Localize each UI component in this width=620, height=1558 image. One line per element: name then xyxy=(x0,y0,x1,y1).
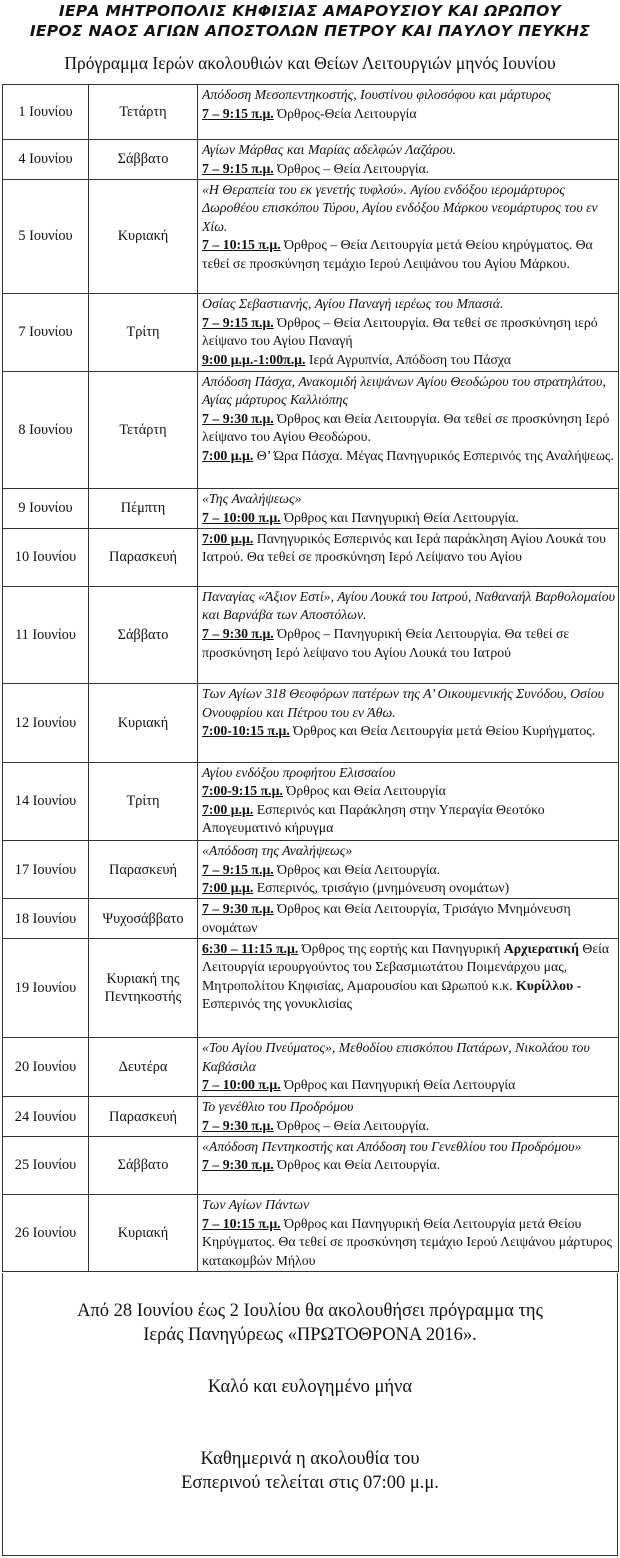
table-row xyxy=(3,294,619,371)
service-text: Θ’ Ώρα Πάσχα. Μέγας Πανηγυρικός Εσπερινός της Αναλήψεως. xyxy=(253,447,614,463)
festival-note-line-2: Ιεράς Πανηγύρεως «ΠΡΩΤΟΘΡΟΝΑ 2016». xyxy=(143,1325,477,1345)
day-cell: Τρίτη xyxy=(89,294,198,371)
date-cell: 19 Ιουνίου xyxy=(3,938,89,1037)
day-cell: Παρασκευή xyxy=(89,1097,198,1136)
service-cell xyxy=(198,294,619,371)
service-line xyxy=(202,351,615,370)
service-emphasis: Κυρίλλου - xyxy=(516,977,582,993)
table-row xyxy=(3,762,619,840)
service-line xyxy=(202,1076,615,1095)
service-time: 7 – 9:15 π.μ. xyxy=(202,105,274,121)
service-cell xyxy=(198,586,619,683)
service-text: Όρθρος – Πανηγυρική Θεία Λειτουργία. Θα τεθεί σε προσκύνηση Ιερό λείψανο του Αγίου Λουκά του Ιατρού xyxy=(202,626,570,660)
table-row xyxy=(3,85,619,140)
service-text: Όρθρος και Πανηγυρική Θεία Λειτουργία xyxy=(280,1077,516,1093)
service-cell xyxy=(198,762,619,840)
day-cell: Κυριακή xyxy=(89,1195,198,1272)
service-cell xyxy=(198,371,619,489)
service-time: 7 – 10:15 π.μ. xyxy=(202,237,281,253)
service-line xyxy=(202,625,615,662)
service-text: Όρθρος και Θεία Λειτουργία xyxy=(282,783,446,799)
service-line xyxy=(202,314,615,351)
service-time: 7 – 9:30 π.μ. xyxy=(202,626,274,641)
service-line xyxy=(202,447,615,466)
date-cell: 8 Ιουνίου xyxy=(3,371,89,489)
service-line xyxy=(202,861,615,880)
date-cell: 20 Ιουνίου xyxy=(3,1038,89,1097)
day-cell: Κυριακή xyxy=(89,684,198,762)
service-cell xyxy=(198,841,619,899)
vespers-note-line-1: Καθημερινά η ακολουθία του xyxy=(200,1449,420,1469)
service-text: Όρθρος και Θεία Λειτουργία. xyxy=(273,861,441,877)
service-time: 7 – 9:30 π.μ. xyxy=(202,410,274,426)
service-text: Όρθρος της εορτής και Πανηγυρική xyxy=(298,940,504,956)
date-cell: 4 Ιουνίου xyxy=(3,140,89,179)
service-text: Όρθρος και Θεία Λειτουργία. xyxy=(273,1157,441,1173)
service-text: Όρθρος – Θεία Λειτουργία. xyxy=(273,1118,430,1134)
festival-note xyxy=(3,1299,617,1347)
page-title: Πρόγραμμα Ιερών ακολουθιών και Θείων Λειτουργιών μηνός Ιουνίου xyxy=(64,53,556,73)
service-cell xyxy=(198,1136,619,1194)
service-time: 6:30 – 11:15 π.μ. xyxy=(202,940,299,956)
footer-box xyxy=(2,1273,618,1556)
feast-name: «Της Αναλήψεως» xyxy=(202,491,302,507)
feast-name: «Του Αγίου Πνεύματος», Μεθοδίου επισκόπου Πατάρων, Νικολάου του Καβάσιλα xyxy=(202,1040,590,1074)
day-cell: Σάββατο xyxy=(89,1136,198,1194)
feast-name: Απόδοση Πάσχα, Ανακομιδή λειψάνων Αγίου Θεοδώρου του στρατηλάτου, Αγίας μάρτυρος Καλλιόπης xyxy=(202,373,606,408)
date-cell: 26 Ιουνίου xyxy=(3,1195,89,1272)
date-cell: 12 Ιουνίου xyxy=(3,684,89,762)
header-line-2: ΙΕΡΟΣ ΝΑΟΣ ΑΓΙΩΝ ΑΠΟΣΤΟΛΩΝ ΠΕΤΡΟΥ ΚΑΙ ΠΑΥΛΟΥ ΠΕΥΚΗΣ xyxy=(29,22,591,40)
date-cell: 1 Ιουνίου xyxy=(3,85,89,140)
date-cell: 11 Ιουνίου xyxy=(3,586,89,683)
service-text: Εσπερινός της γονυκλισίας xyxy=(202,996,353,1012)
date-cell: 17 Ιουνίου xyxy=(3,841,89,899)
feast-name: Των Αγίων 318 Θεοφόρων πατέρων της Α’ Οικουμενικής Συνόδου, Οσίου Ονουφρίου και Πέτρου του εν Άθω. xyxy=(202,686,604,720)
service-time: 7 – 10:00 π.μ. xyxy=(202,1077,281,1093)
date-cell: 10 Ιουνίου xyxy=(3,528,89,586)
table-row xyxy=(3,1038,619,1097)
table-row xyxy=(3,371,619,489)
service-cell xyxy=(198,179,619,294)
day-cell: Τετάρτη xyxy=(89,371,198,489)
day-cell: Σάββατο xyxy=(89,586,198,683)
day-cell: Παρασκευή xyxy=(89,841,198,899)
service-line xyxy=(202,900,615,937)
festival-note-line-1: Από 28 Ιουνίου έως 2 Ιουλίου θα ακολουθήσει πρόγραμμα της xyxy=(77,1301,543,1321)
day-cell: Τετάρτη xyxy=(89,85,198,140)
service-line xyxy=(202,879,615,898)
service-cell xyxy=(198,938,619,1037)
service-time: 7 – 9:15 π.μ. xyxy=(202,160,274,176)
table-row xyxy=(3,1136,619,1194)
service-cell xyxy=(198,489,619,528)
service-time: 7 – 9:30 π.μ. xyxy=(202,1157,274,1173)
service-text: Όρθρος και Πανηγυρική Θεία Λειτουργία μετά Θείου Κηρύγματος. Θα τεθεί σε προσκύνηση τεμάχιο Ιερού Λειψάνου μάρτυρος κατακομβών Μήλου xyxy=(202,1215,612,1268)
service-text: Όρθρος – Θεία Λειτουργία. Θα τεθεί σε προσκύνηση ιερό λείψανο του Αγίου Παναγή xyxy=(202,314,598,349)
service-line xyxy=(202,509,615,528)
service-time: 7:00 μ.μ. xyxy=(202,530,254,546)
table-row xyxy=(3,684,619,762)
date-cell: 25 Ιουνίου xyxy=(3,1136,89,1194)
service-text: Όρθρος – Θεία Λειτουργία μετά Θείου κηρύγματος. Θα τεθεί σε προσκύνηση τεμάχιο Ιερού Λειψάνου του Αγίου Μάρκου. xyxy=(202,237,593,272)
feast-name: Το γενέθλιο του Προδρόμου xyxy=(202,1099,354,1115)
service-line xyxy=(202,105,615,124)
service-time: 7 – 9:15 π.μ. xyxy=(202,314,274,330)
service-cell xyxy=(198,1038,619,1097)
service-text: Όρθρος και Πανηγυρική Θεία Λειτουργία. xyxy=(280,509,519,525)
day-cell: Ψυχοσάββατο xyxy=(89,899,198,938)
day-cell: Παρασκευή xyxy=(89,528,198,586)
table-row xyxy=(3,179,619,294)
service-time: 7 – 10:15 π.μ. xyxy=(202,1215,281,1231)
day-cell: Κυριακή της Πεντηκοστής xyxy=(89,938,198,1037)
date-cell: 18 Ιουνίου xyxy=(3,899,89,938)
table-row xyxy=(3,489,619,528)
feast-name: Των Αγίων Πάντων xyxy=(202,1197,310,1213)
feast-name: Απόδοση Μεσοπεντηκοστής, Ιουστίνου φιλοσόφου και μάρτυρος xyxy=(202,87,552,102)
feast-name: Οσίας Σεβαστιανής, Αγίου Παναγή ιερέως του Μπασιά. xyxy=(202,296,504,312)
greeting: Καλό και ευλογημένο μήνα xyxy=(207,1377,413,1397)
service-time: 9:00 μ.μ.-1:00π.μ. xyxy=(202,351,306,367)
service-line xyxy=(202,722,615,741)
vespers-note xyxy=(3,1447,617,1495)
service-cell xyxy=(198,1097,619,1136)
feast-name: Αγίων Μάρθας και Μαρίας αδελφών Λαζάρου. xyxy=(202,142,457,158)
service-cell xyxy=(198,899,619,938)
service-text: Θεία Λειτουργία ιερουργούντος του Σεβασμιωτάτου Ποιμενάρχου μας, Μητροπολίτου Κηφισίας, Αμαρουσίου και Ωρωπού κ.κ. xyxy=(202,940,610,993)
service-line xyxy=(202,940,615,1014)
service-time: 7:00 μ.μ. xyxy=(202,880,254,896)
table-row xyxy=(3,841,619,899)
service-cell xyxy=(198,1195,619,1272)
service-cell xyxy=(198,528,619,586)
service-emphasis: Αρχιερατική xyxy=(503,940,579,956)
service-time: 7:00-9:15 π.μ. xyxy=(202,783,283,799)
service-time: 7 – 10:00 π.μ. xyxy=(202,509,281,525)
service-line xyxy=(202,1117,615,1136)
service-cell xyxy=(198,684,619,762)
feast-name: «Η Θεραπεία του εκ γενετής τυφλού». Αγίου ενδόξου ιερομάρτυρος Δωροθέου επισκόπου Τύρου, Αγίου ενδόξου Μάρκου νεομάρτυρος του εν Χίω. xyxy=(202,181,598,234)
service-line xyxy=(202,530,615,567)
day-cell: Πέμπτη xyxy=(89,489,198,528)
table-row xyxy=(3,140,619,179)
date-cell: 9 Ιουνίου xyxy=(3,489,89,528)
feast-name: «Απόδοση Πεντηκοστής και Απόδοση του Γενεθλίου του Προδρόμου» xyxy=(202,1138,582,1154)
service-line xyxy=(202,1215,615,1271)
service-text: Ιερά Αγρυπνία, Απόδοση του Πάσχα xyxy=(305,351,511,367)
table-row xyxy=(3,586,619,683)
table-row xyxy=(3,528,619,586)
service-time: 7:00-10:15 π.μ. xyxy=(202,723,290,739)
date-cell: 24 Ιουνίου xyxy=(3,1097,89,1136)
service-line xyxy=(202,801,615,838)
service-text: Εσπερινός, τρισάγιο (μνημόνευση ονομάτων) xyxy=(253,880,510,896)
service-text: Πανηγυρικός Εσπερινός και Ιερά παράκληση Αγίου Λουκά του Ιατρού. Θα τεθεί σε προσκύνηση Ιερό Λείψανο του Αγίου xyxy=(202,530,606,565)
service-line xyxy=(202,236,615,273)
table-row xyxy=(3,899,619,938)
table-row xyxy=(3,1195,619,1272)
service-text: Όρθρος – Θεία Λειτουργία. xyxy=(273,160,430,176)
service-text: Όρθρος και Θεία Λειτουργία. Θα τεθεί σε προσκύνηση Ιερό λείψανο του Αγίου Θεοδώρου. xyxy=(202,410,610,445)
table-row xyxy=(3,938,619,1037)
feast-name: Παναγίας «Άξιον Εστί», Αγίου Λουκά του Ιατρού, Ναθαναήλ Βαρθολομαίου και Βαρνάβα των Αποστόλων. xyxy=(202,588,615,623)
service-text: Όρθρος και Θεία Λειτουργία μετά Θείου Κυρήγματος. xyxy=(289,723,596,739)
service-cell xyxy=(198,85,619,140)
service-time: 7:00 μ.μ. xyxy=(202,447,254,463)
service-line xyxy=(202,160,615,179)
table-row xyxy=(3,1097,619,1136)
day-cell: Σάββατο xyxy=(89,140,198,179)
day-cell: Κυριακή xyxy=(89,179,198,294)
header-line-1: ΙΕΡΑ ΜΗΤΡΟΠΟΛΙΣ ΚΗΦΙΣΙΑΣ ΑΜΑΡΟΥΣΙΟΥ ΚΑΙ ΩΡΩΠΟΥ xyxy=(58,2,562,20)
schedule-table xyxy=(2,84,619,1272)
day-cell: Δευτέρα xyxy=(89,1038,198,1097)
service-line xyxy=(202,410,615,447)
service-text: Εσπερινός και Παράκληση στην Υπεραγία Θεοτόκο Απογευματινό κήρυγμα xyxy=(202,801,545,836)
service-time: 7 – 9:15 π.μ. xyxy=(202,861,274,877)
service-line xyxy=(202,1156,615,1175)
day-cell: Τρίτη xyxy=(89,762,198,840)
service-time: 7:00 μ.μ. xyxy=(202,801,254,817)
service-cell xyxy=(198,140,619,179)
service-text: Όρθρος και Θεία Λειτουργία, Τρισάγιο Μνημόνευση ονομάτων xyxy=(202,901,571,935)
date-cell: 7 Ιουνίου xyxy=(3,294,89,371)
date-cell: 14 Ιουνίου xyxy=(3,762,89,840)
feast-name: Αγίου ενδόξου προφήτου Ελισσαίου xyxy=(202,764,396,780)
service-text: Όρθρος-Θεία Λειτουργία xyxy=(273,105,417,121)
vespers-note-line-2: Εσπερινού τελείται στις 07:00 μ.μ. xyxy=(181,1473,439,1493)
service-time: 7 – 9:30 π.μ. xyxy=(202,1118,274,1134)
feast-name: «Απόδοση της Αναλήψεως» xyxy=(202,843,353,859)
service-line xyxy=(202,782,615,801)
date-cell: 5 Ιουνίου xyxy=(3,179,89,294)
service-time: 7 – 9:30 π.μ. xyxy=(202,901,274,917)
